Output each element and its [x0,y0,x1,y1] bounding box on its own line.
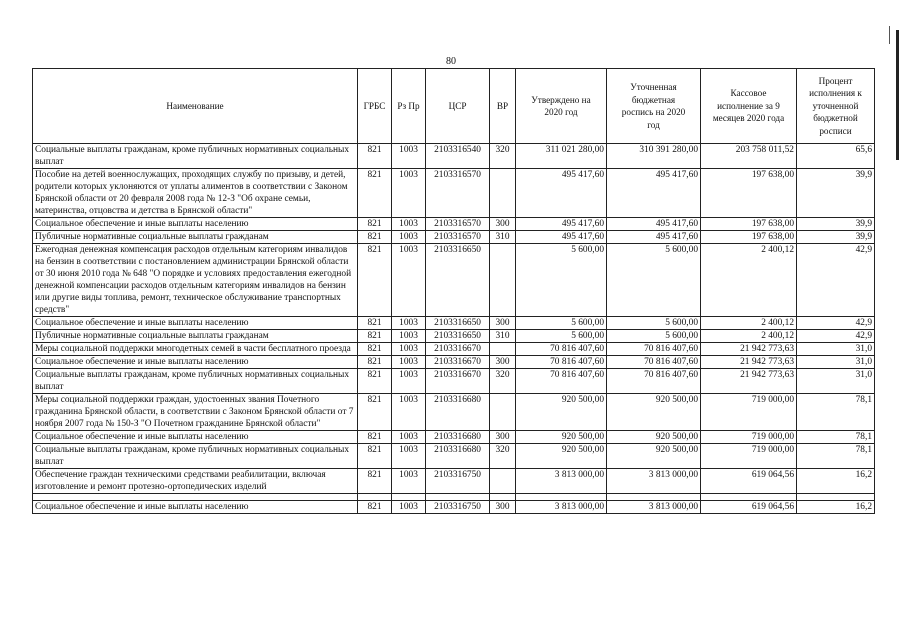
cell-vr [490,469,516,494]
cell-cash: 619 064,56 [701,469,797,494]
cell-percent: 31,0 [797,356,875,369]
cell-refined: 3 813 000,00 [607,501,701,514]
cell-name: Социальное обеспечение и иные выплаты населению [33,356,358,369]
cell-refined: 495 417,60 [607,231,701,244]
cell-cash: 2 400,12 [701,330,797,343]
cell-approved: 495 417,60 [516,231,607,244]
spacer-row [33,494,875,501]
cell-refined: 920 500,00 [607,431,701,444]
header-percent: Процент исполнения к уточненной бюджетной росписи [797,69,875,144]
cell-rzpr: 1003 [392,501,426,514]
cell-cash: 197 638,00 [701,231,797,244]
cell-approved: 70 816 407,60 [516,343,607,356]
cell-vr [490,244,516,317]
cell-refined: 5 600,00 [607,244,701,317]
cell-vr: 320 [490,144,516,169]
cell-cash: 21 942 773,63 [701,343,797,356]
cell-refined: 70 816 407,60 [607,356,701,369]
cell-vr: 300 [490,501,516,514]
table-row [33,218,875,231]
cell-percent: 16,2 [797,469,875,494]
cell-grbs: 821 [358,218,392,231]
cell-csr: 2103316570 [426,169,490,218]
header-row [33,69,875,144]
cell-refined: 5 600,00 [607,317,701,330]
cell-csr: 2103316670 [426,356,490,369]
cell-refined: 495 417,60 [607,218,701,231]
cell-rzpr: 1003 [392,394,426,431]
cell-rzpr: 1003 [392,231,426,244]
cell-csr: 2103316650 [426,317,490,330]
cell-csr: 2103316650 [426,244,490,317]
cell-percent: 39,9 [797,169,875,218]
cell-cash: 203 758 011,52 [701,144,797,169]
cell-grbs: 821 [358,444,392,469]
header-refined: Уточненная бюджетная роспись на 2020 год [607,69,701,144]
cell-refined: 920 500,00 [607,444,701,469]
cell-csr: 2103316680 [426,431,490,444]
cell-percent: 31,0 [797,369,875,394]
cell-cash: 2 400,12 [701,317,797,330]
cell-csr: 2103316750 [426,469,490,494]
cell-rzpr: 1003 [392,169,426,218]
header-cash: Кассовое исполнение за 9 месяцев 2020 года [701,69,797,144]
cell-name: Социальное обеспечение и иные выплаты населению [33,501,358,514]
cell-vr: 300 [490,317,516,330]
cell-approved: 5 600,00 [516,330,607,343]
cell-grbs: 821 [358,431,392,444]
cell-cash: 21 942 773,63 [701,356,797,369]
cell-approved: 920 500,00 [516,431,607,444]
cell-percent: 42,9 [797,317,875,330]
cell-name: Публичные нормативные социальные выплаты гражданам [33,330,358,343]
scan-edge-bar [896,30,899,160]
cell-rzpr: 1003 [392,317,426,330]
cell-name: Социальное обеспечение и иные выплаты населению [33,317,358,330]
cell-rzpr: 1003 [392,244,426,317]
page-number: 80 [446,56,456,67]
cell-csr: 2103316650 [426,330,490,343]
cell-refined: 495 417,60 [607,169,701,218]
cell-name: Публичные нормативные социальные выплаты гражданам [33,231,358,244]
cell-grbs: 821 [358,469,392,494]
cell-rzpr: 1003 [392,144,426,169]
cell-csr: 2103316680 [426,444,490,469]
header-csr: ЦСР [426,69,490,144]
cell-name: Социальные выплаты гражданам, кроме публичных нормативных социальных выплат [33,444,358,469]
cell-csr: 2103316670 [426,369,490,394]
cell-grbs: 821 [358,356,392,369]
cell-percent: 42,9 [797,244,875,317]
cell-vr: 310 [490,231,516,244]
cell-csr: 2103316670 [426,343,490,356]
header-vr: ВР [490,69,516,144]
cell-name: Социальные выплаты гражданам, кроме публичных нормативных социальных выплат [33,144,358,169]
scan-edge-mark [889,26,890,44]
cell-rzpr: 1003 [392,343,426,356]
cell-percent: 65,6 [797,144,875,169]
table-row [33,343,875,356]
cell-cash: 619 064,56 [701,501,797,514]
header-approved: Утверждено на 2020 год [516,69,607,144]
cell-vr: 300 [490,218,516,231]
cell-grbs: 821 [358,369,392,394]
table-row [33,444,875,469]
cell-vr: 320 [490,369,516,394]
cell-grbs: 821 [358,244,392,317]
table-row [33,317,875,330]
cell-approved: 920 500,00 [516,444,607,469]
cell-approved: 3 813 000,00 [516,501,607,514]
cell-percent: 78,1 [797,431,875,444]
budget-table [32,68,875,514]
table-row [33,431,875,444]
table-row [33,231,875,244]
cell-vr: 300 [490,356,516,369]
cell-name: Ежегодная денежная компенсация расходов отдельным категориям инвалидов на бензин в соответствии с постановлением администрации Брянской области от 30 июня 2010 года № 648 "О порядке и условиях предоставления ежегодной денежной компенсации расходов отдельным категориям инвалидов на бензин или другие виды топлива, ремонт, техническое обслуживание транспортных средств" [33,244,358,317]
cell-grbs: 821 [358,144,392,169]
cell-grbs: 821 [358,394,392,431]
table-row [33,356,875,369]
cell-vr: 320 [490,444,516,469]
cell-approved: 3 813 000,00 [516,469,607,494]
cell-vr [490,169,516,218]
cell-cash: 21 942 773,63 [701,369,797,394]
cell-rzpr: 1003 [392,218,426,231]
cell-refined: 70 816 407,60 [607,369,701,394]
cell-vr: 310 [490,330,516,343]
cell-refined: 5 600,00 [607,330,701,343]
cell-rzpr: 1003 [392,469,426,494]
cell-rzpr: 1003 [392,330,426,343]
cell-percent: 16,2 [797,501,875,514]
cell-grbs: 821 [358,330,392,343]
cell-name: Социальное обеспечение и иные выплаты населению [33,218,358,231]
cell-grbs: 821 [358,231,392,244]
cell-approved: 5 600,00 [516,317,607,330]
cell-csr: 2103316750 [426,501,490,514]
table-row [33,469,875,494]
cell-vr [490,394,516,431]
cell-percent: 78,1 [797,394,875,431]
cell-rzpr: 1003 [392,431,426,444]
cell-grbs: 821 [358,343,392,356]
cell-name: Пособие на детей военнослужащих, проходящих службу по призыву, и детей, родители которых уклоняются от уплаты алиментов в соответствии с Законом Брянской области от 20 февраля 2008 года № 12-З "Об охране семьи, материнства, отцовства и детства в Брянской области" [33,169,358,218]
cell-approved: 70 816 407,60 [516,356,607,369]
cell-percent: 39,9 [797,218,875,231]
cell-name: Меры социальной поддержки многодетных семей в части бесплатного проезда [33,343,358,356]
cell-rzpr: 1003 [392,369,426,394]
table-row [33,369,875,394]
header-grbs: ГРБС [358,69,392,144]
table-row [33,144,875,169]
cell-name: Социальные выплаты гражданам, кроме публичных нормативных социальных выплат [33,369,358,394]
cell-grbs: 821 [358,501,392,514]
cell-name: Меры социальной поддержки граждан, удостоенных звания Почетного гражданина Брянской области, в соответствии с Законом Брянской области от 7 ноября 2007 года № 150-З "О Почетном гражданине Брянской области" [33,394,358,431]
cell-refined: 70 816 407,60 [607,343,701,356]
table-row [33,330,875,343]
table-row [33,169,875,218]
table-row [33,501,875,514]
cell-csr: 2103316570 [426,231,490,244]
table-row [33,394,875,431]
cell-approved: 311 021 280,00 [516,144,607,169]
cell-cash: 719 000,00 [701,394,797,431]
cell-approved: 70 816 407,60 [516,369,607,394]
cell-approved: 495 417,60 [516,169,607,218]
cell-name: Обеспечение граждан техническими средствами реабилитации, включая изготовление и ремонт протезно-ортопедических изделий [33,469,358,494]
cell-approved: 5 600,00 [516,244,607,317]
cell-rzpr: 1003 [392,356,426,369]
cell-percent: 39,9 [797,231,875,244]
cell-cash: 197 638,00 [701,218,797,231]
cell-grbs: 821 [358,317,392,330]
header-name: Наименование [33,69,358,144]
cell-approved: 920 500,00 [516,394,607,431]
cell-percent: 31,0 [797,343,875,356]
cell-cash: 719 000,00 [701,431,797,444]
cell-percent: 78,1 [797,444,875,469]
cell-rzpr: 1003 [392,444,426,469]
cell-grbs: 821 [358,169,392,218]
cell-name: Социальное обеспечение и иные выплаты населению [33,431,358,444]
cell-refined: 920 500,00 [607,394,701,431]
header-rzpr: Рз Пр [392,69,426,144]
cell-csr: 2103316540 [426,144,490,169]
cell-refined: 310 391 280,00 [607,144,701,169]
cell-cash: 719 000,00 [701,444,797,469]
cell-cash: 2 400,12 [701,244,797,317]
table-row [33,244,875,317]
cell-vr: 300 [490,431,516,444]
cell-vr [490,343,516,356]
cell-cash: 197 638,00 [701,169,797,218]
cell-percent: 42,9 [797,330,875,343]
cell-csr: 2103316680 [426,394,490,431]
cell-csr: 2103316570 [426,218,490,231]
cell-refined: 3 813 000,00 [607,469,701,494]
cell-approved: 495 417,60 [516,218,607,231]
